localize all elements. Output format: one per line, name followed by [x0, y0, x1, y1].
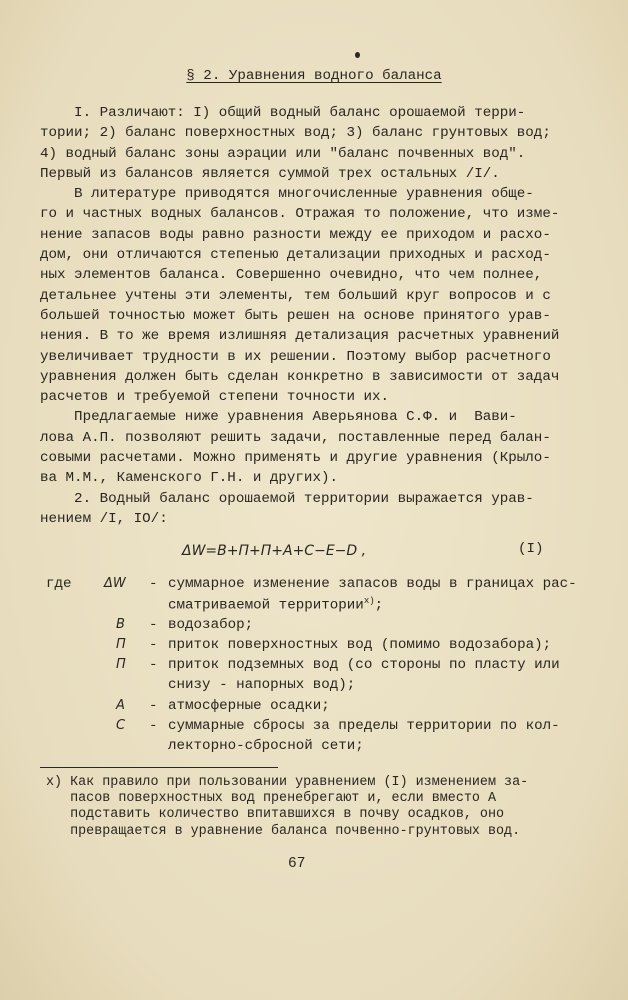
definition-text [168, 677, 355, 693]
footnote-rule [40, 767, 278, 768]
text-line: большей точностью может быть решен на основе принятого урав- [40, 307, 551, 324]
definition-text-main: приток поверхностных вод (помимо водозабора); [168, 636, 552, 653]
footnote-line: подставить количество впитавшихся в почву осадков, оно [46, 807, 505, 823]
text-line: тории; 2) баланс поверхностных вод; 3) баланс грунтовых вод; [40, 125, 551, 142]
definition-row [40, 718, 560, 738]
definition-row [40, 698, 560, 718]
equation-number: (I) [518, 541, 544, 557]
text-line: нение запасов воды равно разности между ее приходом и расхо- [40, 226, 551, 243]
definition-dash: - [149, 576, 158, 592]
definition-symbol: Π [116, 636, 126, 652]
definition-row [40, 657, 560, 677]
footnote-line: пасов поверхностных вод пренебрегают и, если вместо A [46, 791, 496, 807]
footnote-marker: x) [363, 596, 375, 607]
text-line: 4) водный баланс зоны аэрации или "баланс почвенных вод". [40, 145, 526, 162]
text-line: Первый из балансов является суммой трех остальных /I/. [40, 165, 500, 182]
text-line: го и частных водных балансов. Отражая то положение, что изме- [40, 206, 560, 223]
text-line: лова А.П. позволяют решить задачи, поставленные перед балан- [40, 429, 551, 446]
definition-text-main: приток подземных вод (со стороны по пласту или [168, 657, 560, 674]
text-line: увеличивает трудности в их решении. Поэтому выбор расчетного [40, 348, 551, 365]
equation: ΔW=B+Π+П+A+C−E−D , [182, 543, 367, 559]
definition-row [40, 738, 560, 758]
definition-row [40, 617, 560, 637]
text-line: Предлагаемые ниже уравнения Аверьянова С.Ф. и Вави- [40, 409, 517, 426]
definition-dash: - [149, 657, 158, 674]
text-line: ва М.М., Каменского Г.Н. и других). [40, 470, 338, 487]
definition-row [40, 576, 577, 596]
definition-text-main: водозабор; [168, 616, 254, 633]
definition-dash: - [149, 718, 158, 735]
definition-text [168, 576, 577, 592]
text-line: детальнее учтены эти элементы, тем больший круг вопросов и с [40, 287, 551, 304]
definition-symbol: C [116, 718, 126, 734]
definition-text-main: суммарное изменение запасов воды в границах рас- [168, 576, 577, 592]
definitions-list [40, 576, 577, 759]
definition-text-main: суммарные сбросы за пределы территории по кол- [168, 718, 560, 735]
text-line: нением /I, IO/: [40, 510, 168, 527]
text-line: ных элементов баланса. Совершенно очевидно, что чем полнее, [40, 267, 543, 284]
footnote-line: x) Как правило при пользовании уравнением (I) изменением за- [46, 775, 529, 790]
footnote [46, 775, 566, 840]
definition-dash: - [149, 697, 158, 714]
text-line: уравнения должен быть сделан конкретно в зависимости от задач [40, 368, 560, 385]
text-line: совыми расчетами. Можно применять и другие уравнения (Крыло- [40, 450, 551, 467]
definition-symbol: B [116, 616, 125, 632]
definition-row [40, 677, 560, 697]
definition-symbol: A [116, 697, 125, 713]
text-line: расчетов и требуемой степени точности их. [40, 389, 390, 406]
definition-symbol: ΔW [104, 576, 126, 591]
body-text [40, 103, 560, 529]
definition-symbol: П [116, 657, 126, 673]
definition-text-main: сматриваемой территории [168, 598, 364, 615]
footnote-line: превращается в уравнение баланса почвенно-грунтовых вод. [46, 823, 521, 839]
text-line: В литературе приводятся многочисленные уравнения обще- [40, 186, 534, 203]
definition-text [168, 698, 330, 714]
where-label: где [46, 576, 72, 592]
definition-text [168, 657, 560, 673]
definition-text [168, 596, 383, 614]
definition-text [168, 637, 551, 653]
ink-spot [355, 52, 360, 58]
section-heading-text: § 2. Уравнения водного баланса [186, 68, 442, 84]
definition-tail: ; [374, 598, 384, 615]
section-heading [0, 68, 628, 84]
definition-dash: - [149, 616, 158, 633]
text-line: I. Различают: I) общий водный баланс орошаемой терри- [40, 105, 526, 121]
text-line: дом, они отличаются степенью детализации приходных и расход- [40, 247, 551, 264]
text-line: нения. В то же время излишняя детализация расчетных уравнений [40, 328, 560, 345]
definition-text [168, 718, 560, 734]
definition-text-main: атмосферные осадки; [168, 697, 330, 714]
definition-row [40, 637, 560, 657]
definition-text-main: снизу - напорных вод); [168, 677, 356, 694]
definition-text [168, 617, 253, 633]
text-line: 2. Водный баланс орошаемой территории выражается урав- [40, 490, 534, 507]
definition-row [40, 596, 560, 616]
definition-dash: - [149, 636, 158, 653]
definition-text [168, 738, 364, 754]
definition-text-main: лекторно-сбросной сети; [168, 738, 364, 755]
page-number: 67 [288, 856, 306, 872]
